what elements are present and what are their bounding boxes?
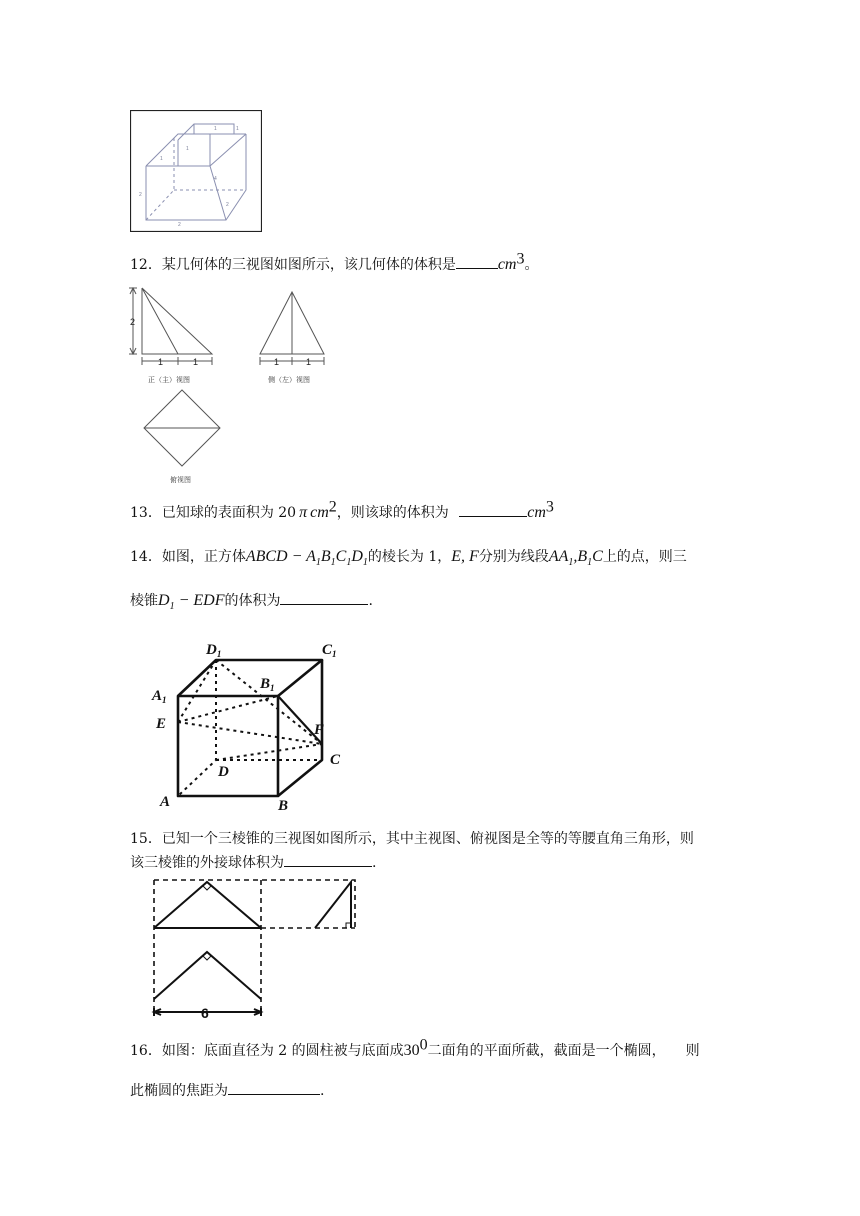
- vertex-label-b: B: [278, 798, 289, 812]
- point-label-e: E: [156, 716, 167, 732]
- answer-blank: [284, 852, 372, 867]
- question-text: ，则该球的体积为: [336, 505, 449, 521]
- question-text: 的棱长为 1，: [367, 549, 452, 565]
- figure-11-solid: [130, 110, 262, 232]
- question-text: 则: [685, 1043, 700, 1059]
- question-text: 分别为线段: [478, 549, 549, 565]
- cube-name: ABCD − $A_1B_1C_1D_1$: [245, 548, 368, 569]
- question-number: 14．: [130, 549, 162, 565]
- top-view-caption: 俯视图: [170, 477, 191, 484]
- vertex-label-c: C: [330, 752, 341, 768]
- vertex-label-a1: $A_1$: [152, 688, 167, 705]
- unit: cm: [497, 256, 517, 273]
- question-text: 二面角的平面所截，截面是一个椭圆，: [427, 1043, 666, 1059]
- edge-label: 2: [139, 192, 142, 198]
- side-view-caption: 侧（左）视图: [268, 377, 310, 384]
- question-text: 某几何体的三视图如图所示，该几何体的体积是: [161, 257, 456, 273]
- question-text: 如图，正方体: [161, 549, 246, 565]
- question-text: 如图：底面直径为 2 的圆柱被与底面成: [161, 1043, 404, 1059]
- question-15-line2: [130, 852, 376, 874]
- pyramid-name: $D_1$ − EDF: [158, 592, 225, 613]
- question-14-line2: [130, 590, 373, 612]
- edge-label: 1: [214, 126, 217, 132]
- edge-label: 1: [186, 146, 189, 152]
- unit-exponent: 3: [545, 498, 554, 516]
- question-text: 棱锥: [130, 593, 158, 609]
- segment: $AA_1,B_1C$: [548, 548, 603, 569]
- question-text: 的体积为: [224, 593, 281, 609]
- answer-blank: [456, 254, 498, 269]
- question-text: 已知一个三棱锥的三视图如图所示，其中主视图、俯视图是全等的等腰直角三角形，则: [161, 831, 694, 847]
- answer-blank: [280, 590, 368, 605]
- edge-label: 4: [214, 176, 217, 182]
- period: .: [368, 593, 373, 609]
- width-dim: 1: [158, 357, 164, 367]
- unit-exponent: 2: [328, 498, 337, 516]
- question-text: 该三棱锥的外接球体积为: [130, 855, 284, 871]
- question-12: [130, 250, 539, 276]
- unit-exponent: 3: [516, 250, 525, 268]
- figure-12-three-views: [120, 282, 340, 487]
- dimension-label: 6: [201, 1005, 209, 1021]
- front-view-caption: 正（主）视图: [148, 377, 190, 384]
- point-label-f: F: [314, 722, 325, 738]
- question-14: [130, 546, 687, 568]
- question-text: 已知球的表面积为 20: [161, 505, 297, 521]
- question-15: [130, 828, 694, 850]
- question-number: 13．: [130, 505, 162, 521]
- width-dim: 1: [274, 357, 280, 367]
- edge-label: 2: [178, 222, 181, 228]
- end-mark: 。: [524, 257, 539, 273]
- question-16: [130, 1036, 700, 1062]
- question-text: 上的点，则三: [602, 549, 687, 565]
- question-number: 15．: [130, 831, 162, 847]
- answer-blank: [459, 502, 527, 517]
- answer-blank: [228, 1080, 320, 1095]
- edge-label: 1: [236, 126, 239, 132]
- width-dim: 1: [306, 357, 312, 367]
- question-number: 16．: [130, 1043, 162, 1059]
- figure-14-cube: [150, 636, 360, 812]
- period: .: [320, 1083, 325, 1099]
- height-dim: 2: [130, 317, 136, 327]
- unit: cm: [310, 504, 329, 521]
- angle-value: 30: [403, 1042, 420, 1059]
- edge-label: 2: [226, 202, 229, 208]
- width-dim: 1: [193, 357, 199, 367]
- vertex-label-d: D: [218, 764, 229, 780]
- period: .: [372, 855, 377, 871]
- vertex-label-d1: $D_1$: [206, 642, 222, 659]
- question-13: [130, 498, 554, 524]
- vertex-label-a: A: [160, 794, 171, 810]
- vertex-label-b1: $B_1$: [260, 676, 275, 693]
- question-number: 12．: [130, 257, 162, 273]
- edge-label: 1: [160, 156, 163, 162]
- question-16-line2: [130, 1080, 324, 1102]
- pi-symbol: π: [299, 504, 308, 521]
- question-text: 此椭圆的焦距为: [130, 1083, 228, 1099]
- figure-15-three-views: [145, 874, 365, 1024]
- angle-exponent: 0: [419, 1036, 428, 1054]
- vertex-label-c1: $C_1$: [322, 642, 337, 659]
- unit: cm: [527, 504, 546, 521]
- points-ef: E, F: [451, 548, 479, 565]
